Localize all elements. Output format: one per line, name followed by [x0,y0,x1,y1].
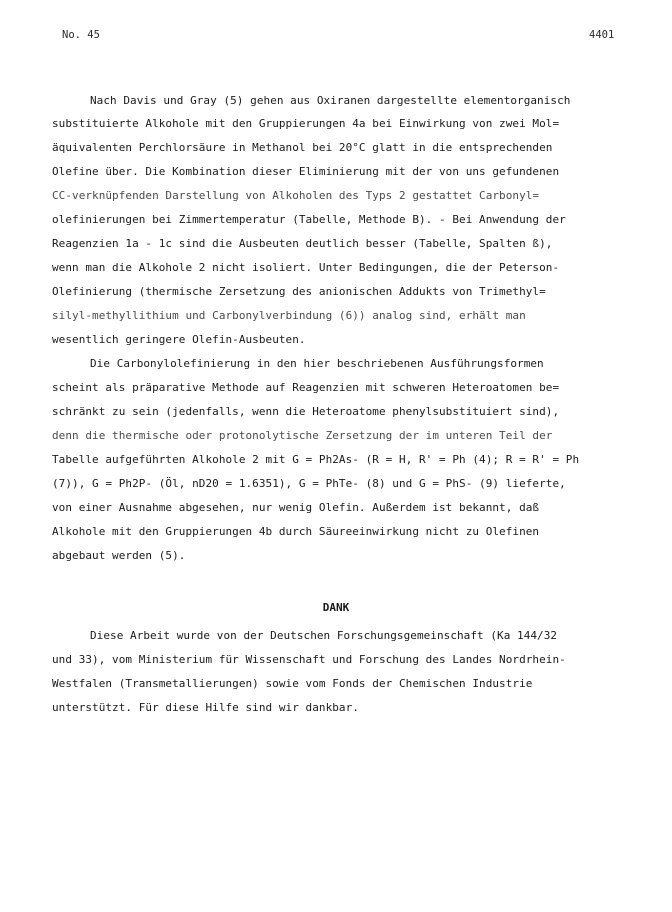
text-line: schränkt zu sein (jedenfalls, wenn die Heteroatome phenylsubstituiert sind), [52,405,560,418]
text-line: denn die thermische oder protonolytische Zersetzung der im unteren Teil der [52,429,553,442]
text-line: abgebaut werden (5). [52,549,186,562]
text-line: silyl-methyllithium und Carbonylverbindung (6)) analog sind, erhält man [52,309,526,322]
text-line: Westfalen (Transmetallierungen) sowie vom Fonds der Chemischen Industrie [52,677,533,690]
text-line: (7)), G = Ph2P- (Öl, nD20 = 1.6351), G = PhTe- (8) und G = PhS- (9) lieferte, [52,477,566,490]
text-line: substituierte Alkohole mit den Gruppierungen 4a bei Einwirkung von zwei Mol= [52,117,560,130]
text-line: Alkohole mit den Gruppierungen 4b durch Säureeinwirkung nicht zu Olefinen [52,525,540,538]
text-line: Die Carbonylolefinierung in den hier beschriebenen Ausführungsformen [90,357,544,370]
text-line: Diese Arbeit wurde von der Deutschen Forschungsgemeinschaft (Ka 144/32 [90,629,558,642]
text-line: scheint als präparative Methode auf Reagenzien mit schweren Heteroatomen be= [52,381,560,394]
text-line: Nach Davis und Gray (5) gehen aus Oxiranen dargestellte elementorganisch [90,94,571,107]
section-heading-dank: DANK [322,601,350,614]
text-line: Olefinierung (thermische Zersetzung des anionischen Addukts von Trimethyl= [52,285,546,298]
text-line: olefinierungen bei Zimmertemperatur (Tabelle, Methode B). - Bei Anwendung der [52,213,566,226]
text-line: wenn man die Alkohole 2 nicht isoliert. Unter Bedingungen, die der Peterson- [52,261,560,274]
page-number: 4401 [589,29,615,41]
text-line: wesentlich geringere Olefin-Ausbeuten. [52,333,306,346]
page-header-issue: No. 45 [62,29,100,41]
text-line: Reagenzien 1a - 1c sind die Ausbeuten deutlich besser (Tabelle, Spalten ß), [52,237,553,250]
text-line: von einer Ausnahme abgesehen, nur wenig Olefin. Außerdem ist bekannt, daß [52,501,540,514]
text-line: Tabelle aufgeführten Alkohole 2 mit G = Ph2As- (R = H, R' = Ph (4); R = R' = Ph [52,453,580,466]
text-line: äquivalenten Perchlorsäure in Methanol bei 20°C glatt in die entsprechenden [52,141,553,154]
text-line: und 33), vom Ministerium für Wissenschaft und Forschung des Landes Nordrhein- [52,653,566,666]
text-line: CC-verknüpfenden Darstellung von Alkoholen des Typs 2 gestattet Carbonyl= [52,189,540,202]
text-line: Olefine über. Die Kombination dieser Eliminierung mit der von uns gefundenen [52,165,560,178]
text-line: unterstützt. Für diese Hilfe sind wir dankbar. [52,701,359,714]
